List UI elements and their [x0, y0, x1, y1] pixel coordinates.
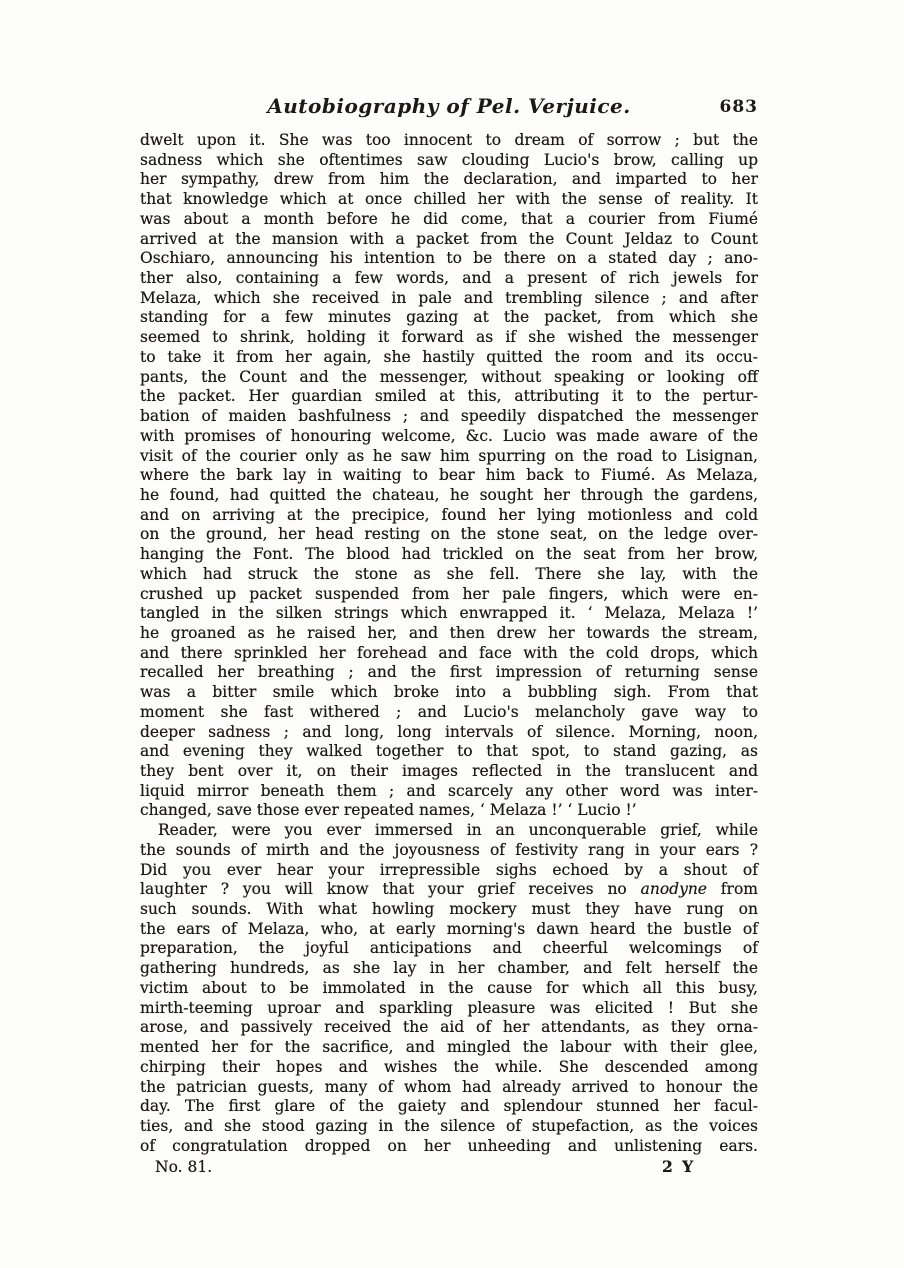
text-line: hanging the Font. The blood had trickled on the seat from her brow, — [140, 545, 758, 564]
text-line: liquid mirror beneath them ; and scarcely any other word was inter- — [140, 781, 758, 800]
page-footer — [140, 1157, 758, 1177]
text-line: her sympathy, drew from him the declaration, and imparted to her — [140, 170, 758, 189]
text-line: tangled in the silken strings which enwrapped it. ‘ Melaza, Melaza !’ — [140, 604, 758, 623]
text-line: Oschiaro, announcing his intention to be there on a stated day ; ano- — [140, 249, 758, 268]
text-line: such sounds. With what howling mockery must they have rung on — [140, 900, 758, 919]
text-line: standing for a few minutes gazing at the packet, from which she — [140, 308, 758, 327]
issue-number: No. 81. — [155, 1158, 213, 1176]
text-line: with promises of honouring welcome, &c. Lucio was made aware of the — [140, 426, 758, 445]
text-line: laughter ? you will know that your grief receives no anodyne from — [140, 880, 758, 899]
text-line: he groaned as he raised her, and then drew her towards the stream, — [140, 623, 758, 642]
text-line: arrived at the mansion with a packet from the Count Jeldaz to Count — [140, 229, 758, 248]
text-line: to take it from her again, she hastily quitted the room and its occu- — [140, 347, 758, 366]
text-line: day. The first glare of the gaiety and splendour stunned her facul- — [140, 1097, 758, 1116]
text-line: seemed to shrink, holding it forward as if she wished the messenger — [140, 328, 758, 347]
page-header — [140, 93, 758, 119]
text-line: preparation, the joyful anticipations and cheerful welcomings of — [140, 939, 758, 958]
text-line: arose, and passively received the aid of her attendants, as they orna- — [140, 1018, 758, 1037]
text-line: on the ground, her head resting on the stone seat, on the ledge over- — [140, 525, 758, 544]
text-line: chirping their hopes and wishes the while. She descended among — [140, 1057, 758, 1076]
text-line: and on arriving at the precipice, found her lying motionless and cold — [140, 505, 758, 524]
text-line: mented her for the sacrifice, and mingled the labour with their glee, — [140, 1038, 758, 1057]
text-line: he found, had quitted the chateau, he sought her through the gardens, — [140, 485, 758, 504]
text-line: which had struck the stone as she fell. There she lay, with the — [140, 564, 758, 583]
page-number: 683 — [719, 97, 758, 117]
body-text — [140, 131, 758, 1156]
text-line: and there sprinkled her forehead and face with the cold drops, which — [140, 643, 758, 662]
text-line: the sounds of mirth and the joyousness of festivity rang in your ears ? — [140, 840, 758, 859]
text-line: bation of maiden bashfulness ; and speedily dispatched the messenger — [140, 407, 758, 426]
text-line: the patrician guests, many of whom had already arrived to honour the — [140, 1077, 758, 1096]
text-line: where the bark lay in waiting to bear him back to Fiumé. As Melaza, — [140, 466, 758, 485]
text-line: was about a month before he did come, that a courier from Fiumé — [140, 209, 758, 228]
text-line: changed, save those ever repeated names, ‘ Melaza !’ ‘ Lucio !’ — [140, 801, 637, 820]
text-line: Did you ever hear your irrepressible sighs echoed by a shout of — [140, 860, 758, 879]
text-line: sadness which she oftentimes saw clouding Lucio's brow, calling up — [140, 150, 758, 169]
text-line: Melaza, which she received in pale and trembling silence ; and after — [140, 288, 758, 307]
text-line: pants, the Count and the messenger, without speaking or looking off — [140, 367, 758, 386]
text-line: they bent over it, on their images reflected in the translucent and — [140, 762, 758, 780]
text-line: Reader, were you ever immersed in an unconquerable grief, while — [158, 821, 758, 840]
text-line: ties, and she stood gazing in the silence of stupefaction, as the voices — [140, 1116, 758, 1135]
text-line: the packet. Her guardian smiled at this, attributing it to the pertur- — [140, 387, 758, 406]
text-line: moment she fast withered ; and Lucio's melancholy gave way to — [140, 702, 758, 721]
running-title: Autobiography of Pel. Verjuice. — [267, 94, 631, 118]
text-line: that knowledge which at once chilled her with the sense of reality. It — [140, 190, 758, 209]
signature-mark: 2 Y — [662, 1157, 696, 1176]
text-line: ther also, containing a few words, and a present of rich jewels for — [140, 269, 758, 288]
text-line: victim about to be immolated in the cause for which all this busy, — [140, 978, 758, 997]
text-line: dwelt upon it. She was too innocent to dream of sorrow ; but the — [140, 131, 758, 149]
text-line: gathering hundreds, as she lay in her chamber, and felt herself the — [140, 959, 758, 978]
text-line: and evening they walked together to that spot, to stand gazing, as — [140, 742, 758, 761]
text-line: deeper sadness ; and long, long intervals of silence. Morning, noon, — [140, 722, 758, 741]
text-line: of congratulation dropped on her unheeding and unlistening ears. — [140, 1136, 758, 1155]
text-line: was a bitter smile which broke into a bubbling sigh. From that — [140, 683, 758, 702]
text-line: mirth-teeming uproar and sparkling pleasure was elicited ! But she — [140, 998, 758, 1017]
text-line: crushed up packet suspended from her pale fingers, which were en- — [140, 584, 758, 603]
text-line: visit of the courier only as he saw him spurring on the road to Lisignan, — [140, 446, 758, 465]
text-line: recalled her breathing ; and the first impression of returning sense — [140, 663, 758, 682]
text-line: the ears of Melaza, who, at early morning's dawn heard the bustle of — [140, 919, 758, 938]
